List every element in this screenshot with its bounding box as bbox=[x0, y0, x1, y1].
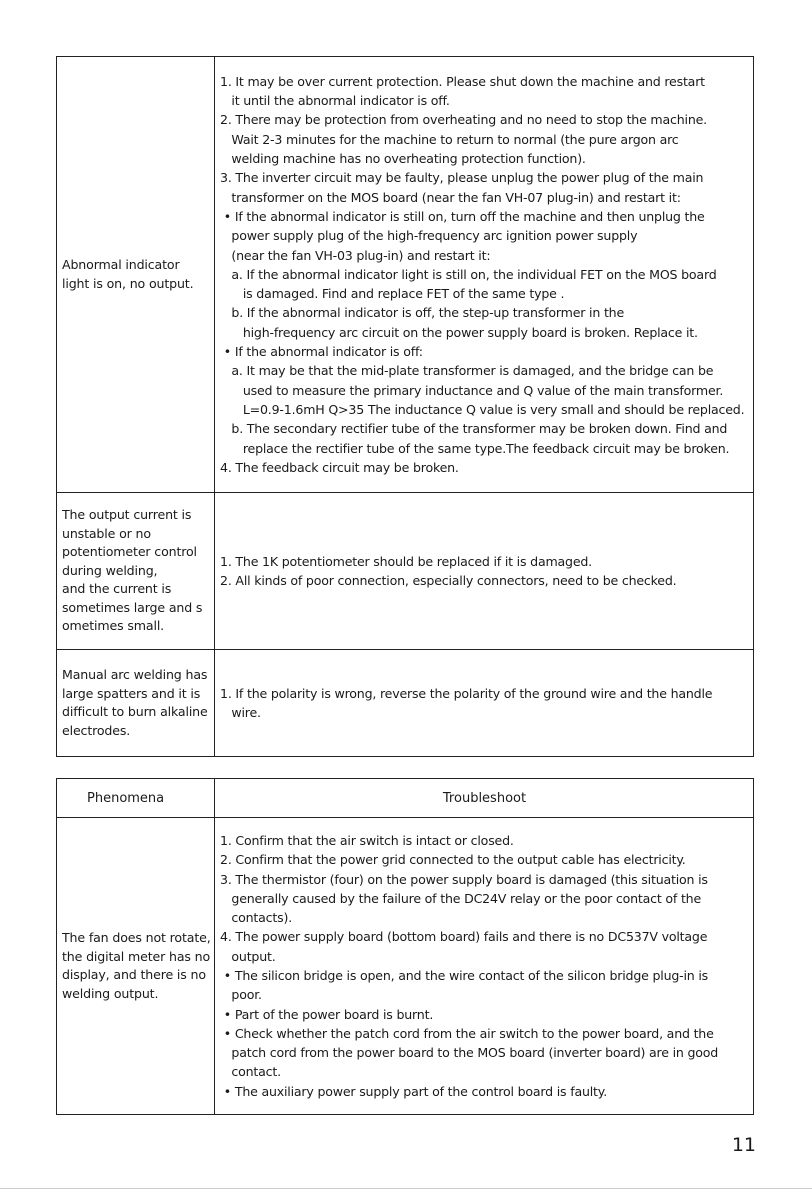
solution-line: poor. bbox=[220, 987, 262, 1003]
solution-line: high-frequency arc circuit on the power supply board is broken. Replace it. bbox=[220, 324, 698, 340]
header-phenomena: Phenomena bbox=[87, 790, 165, 806]
solution-line: replace the rectifier tube of the same type.The feedback circuit may be broken. bbox=[220, 440, 730, 456]
solution-line: 2. There may be protection from overheating and no need to stop the machine. bbox=[220, 112, 707, 128]
solution-line: b. The secondary rectifier tube of the transformer may be broken down. Find and bbox=[220, 421, 728, 437]
solution-cell bbox=[215, 493, 753, 649]
solution-line: • Check whether the patch cord from the air switch to the power board, and the bbox=[220, 1025, 714, 1041]
page-number: 11 bbox=[731, 1134, 756, 1156]
symptom-cell bbox=[57, 493, 215, 649]
solution-line: a. It may be that the mid-plate transformer is damaged, and the bridge can be bbox=[220, 363, 714, 379]
table-row bbox=[57, 817, 753, 1114]
table-row bbox=[57, 492, 753, 649]
solution-line: it until the abnormal indicator is off. bbox=[220, 93, 450, 109]
solution-line: • Part of the power board is burnt. bbox=[220, 1006, 434, 1022]
solution-line: 1. It may be over current protection. Please shut down the machine and restart bbox=[220, 73, 705, 89]
solution-line: contact. bbox=[220, 1064, 281, 1080]
solution-line: power supply plug of the high-frequency arc ignition power supply bbox=[220, 228, 638, 244]
header-troubleshoot-cell bbox=[215, 779, 753, 817]
symptom-text: The fan does not rotate, the digital meter has no display, and there is no welding output. bbox=[62, 930, 211, 1001]
solution-text bbox=[220, 552, 676, 591]
troubleshooting-table-2 bbox=[56, 778, 754, 1115]
solution-line: L=0.9-1.6mH Q>35 The inductance Q value is very small and should be replaced. bbox=[220, 401, 745, 417]
solution-cell bbox=[215, 818, 753, 1114]
solution-line: 2. All kinds of poor connection, especially connectors, need to be checked. bbox=[220, 573, 677, 588]
solution-line: Wait 2-3 minutes for the machine to return to normal (the pure argon arc bbox=[220, 131, 679, 147]
solution-line: generally caused by the failure of the DC24V relay or the poor contact of the bbox=[220, 890, 702, 906]
table-row bbox=[57, 649, 753, 756]
symptom-cell bbox=[57, 650, 215, 756]
solution-line: welding machine has no overheating protection function). bbox=[220, 151, 586, 167]
solution-text bbox=[220, 684, 712, 723]
solution-line: output. bbox=[220, 948, 276, 964]
solution-line: 3. The inverter circuit may be faulty, please unplug the power plug of the main bbox=[220, 170, 704, 186]
symptom-text: Abnormal indicator light is on, no output. bbox=[62, 257, 194, 291]
header-phenomena-cell bbox=[57, 779, 215, 817]
page-bottom-divider bbox=[0, 1188, 812, 1189]
solution-line: 4. The power supply board (bottom board) fails and there is no DC537V voltage bbox=[220, 929, 708, 945]
solution-line: 4. The feedback circuit may be broken. bbox=[220, 459, 459, 475]
solution-line: b. If the abnormal indicator is off, the step-up transformer in the bbox=[220, 305, 625, 321]
solution-line: contacts). bbox=[220, 910, 293, 926]
solution-line: • If the abnormal indicator is off: bbox=[220, 344, 423, 360]
solution-line: 2. Confirm that the power grid connected to the output cable has electricity. bbox=[220, 852, 686, 868]
solution-line: • The auxiliary power supply part of the control board is faulty. bbox=[220, 1083, 608, 1099]
table-header-row bbox=[57, 779, 753, 817]
solution-line: a. If the abnormal indicator light is still on, the individual FET on the MOS board bbox=[220, 266, 717, 282]
solution-line: 1. The 1K potentiometer should be replaced if it is damaged. bbox=[220, 553, 592, 569]
solution-line: 1. Confirm that the air switch is intact or closed. bbox=[220, 832, 514, 848]
solution-line: transformer on the MOS board (near the fan VH-07 plug-in) and restart it: bbox=[220, 189, 681, 205]
troubleshooting-table-1 bbox=[56, 56, 754, 757]
solution-line: patch cord from the power board to the MOS board (inverter board) are in good bbox=[220, 1045, 719, 1061]
solution-line: 1. If the polarity is wrong, reverse the polarity of the ground wire and the handle bbox=[220, 685, 713, 701]
solution-line: wire. bbox=[220, 705, 261, 720]
symptom-text: The output current is unstable or no potentiometer control during welding, and the current is sometimes large and s ometimes small. bbox=[62, 507, 203, 634]
solution-line: is damaged. Find and replace FET of the same type . bbox=[220, 286, 565, 302]
symptom-cell bbox=[57, 57, 215, 492]
solution-line: used to measure the primary inductance and Q value of the main transformer. bbox=[220, 382, 724, 398]
symptom-cell bbox=[57, 818, 215, 1114]
solution-line: • The silicon bridge is open, and the wire contact of the silicon bridge plug-in is bbox=[220, 968, 709, 983]
solution-cell bbox=[215, 650, 753, 756]
solution-cell bbox=[215, 57, 753, 492]
header-troubleshoot: Troubleshoot bbox=[442, 790, 527, 806]
symptom-text: Manual arc welding has large spatters and it is difficult to burn alkaline electrodes. bbox=[62, 667, 208, 738]
solution-line: 3. The thermistor (four) on the power supply board is damaged (this situation is bbox=[220, 871, 708, 887]
solution-text bbox=[220, 72, 744, 477]
table-row bbox=[57, 57, 753, 492]
solution-text bbox=[220, 831, 718, 1101]
solution-line: • If the abnormal indicator is still on, turn off the machine and then unplug the bbox=[220, 208, 705, 224]
solution-line: (near the fan VH-03 plug-in) and restart it: bbox=[220, 247, 491, 263]
